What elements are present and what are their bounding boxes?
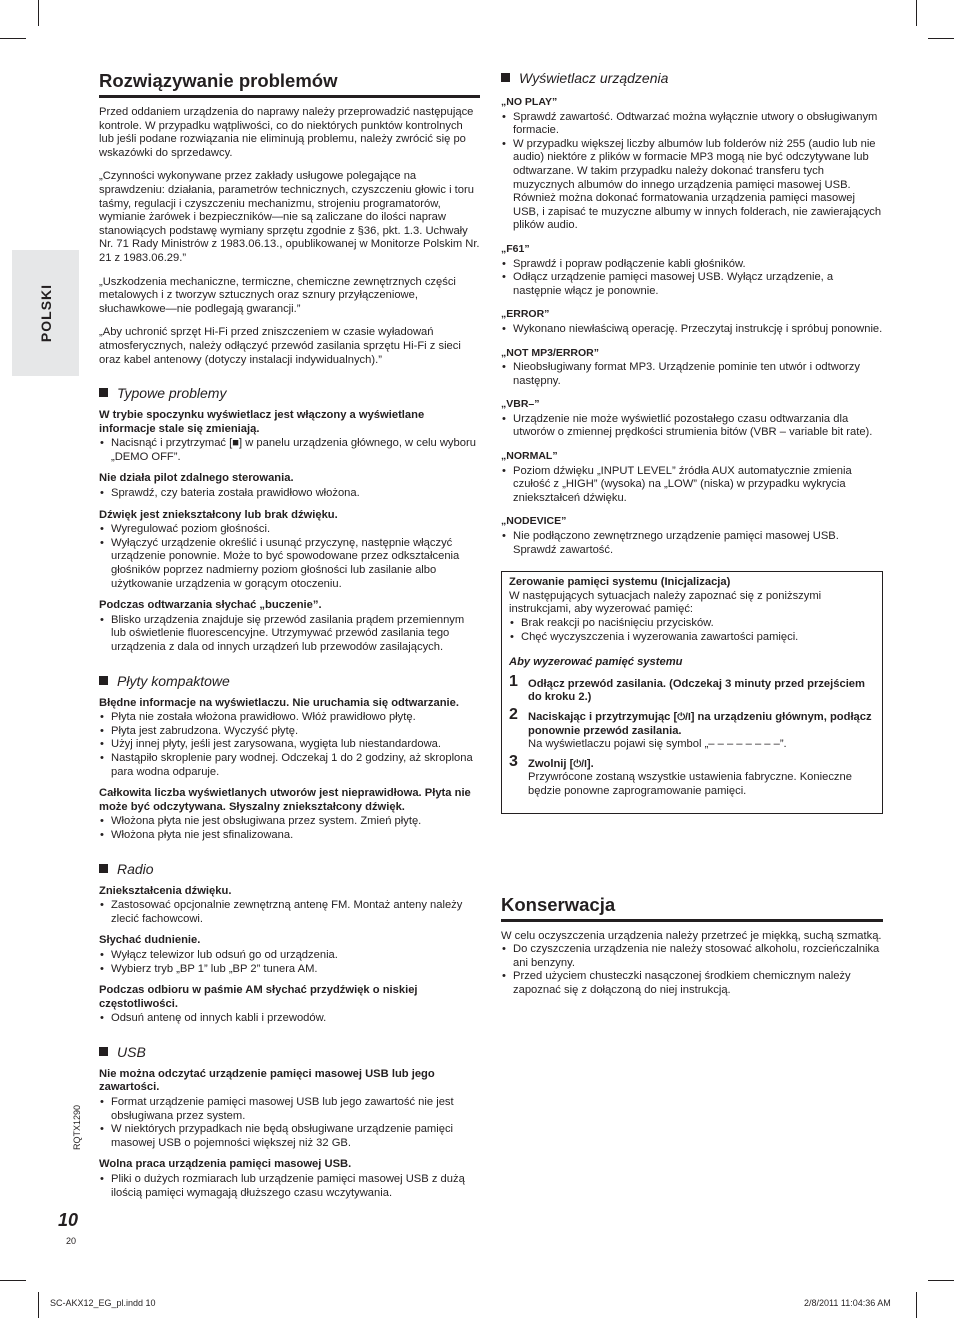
problem-answers [99, 523, 480, 591]
intro-paragraph: „Aby uchronić sprzęt Hi-Fi przed zniszczeniem w czasie wyładowań atmosferycznych, należy odłączyć przewód zasilania sprzętu Hi-Fi z sieci oraz kabel antenowy (dotyczy instalacji indywidualnych).” [99, 326, 461, 366]
display-message-answers [501, 111, 883, 233]
bullet-item: • Użyj innej płyty, jeśli jest zarysowana, wygięta lub niestandardowa. [99, 738, 480, 752]
reset-box-subtitle: Aby wyzerować pamięć systemu [509, 656, 683, 669]
display-message-answers [501, 323, 883, 337]
section-title [99, 861, 480, 877]
problem-question: Nie działa pilot zdalnego sterowania. [99, 472, 294, 485]
display-message-code: „ERROR” [501, 308, 550, 321]
step-instruction [528, 678, 874, 705]
bullet-item: • W przypadku większej liczby albumów lub folderów niż 255 (audio lub nie audio) niektóre z plików w formacie MP3 mogą nie być odczytywane lub odtwarzane. W takim przypadku należy dokonać transferu tych muzycznych albumów do innego urządzenia pamięci masowej USB. Również można dokonać formatowania urządzenia pamięci masowej USB, i zapisać te muzyczne albumy w innych folderach, nie zawierających plików audio. [501, 138, 883, 233]
display-message-answers [501, 465, 883, 506]
step-instruction [528, 758, 874, 772]
display-message-answers [501, 413, 883, 440]
bullet-item: • Wybierz tryb „BP 1” lub „BP 2” tunera AM. [99, 963, 480, 977]
display-message-code: „NODEVICE” [501, 515, 567, 528]
reset-memory-box [501, 571, 883, 813]
bullet-item: • Wykonano niewłaściwą operację. Przeczytaj instrukcję i spróbuj ponownie. [501, 323, 883, 337]
display-message-code: „NORMAL” [501, 450, 558, 463]
square-bullet-icon [99, 864, 108, 873]
step-bold-text: Odłącz przewód zasilania. (Odczekaj 3 minuty przed przejściem do kroku 2.) [528, 677, 865, 704]
reset-steps [509, 672, 874, 799]
bullet-item: • Wyregulować poziom głośności. [99, 523, 480, 537]
square-bullet-icon [99, 388, 108, 397]
problem-sections [99, 385, 480, 1200]
page-number-small: 20 [66, 1236, 77, 1246]
crop-mark [0, 38, 26, 39]
bullet-item: • Pliki o dużych rozmiarach lub urządzenie pamięci masowej USB z dużą ilością pamięci wymagają dłuższego czasu wczytywania. [99, 1173, 480, 1200]
bullet-item: • Blisko urządzenia znajduje się przewód zasilania prądem przemiennym lub oświetlenie fluorescencyjne. Utrzymywać przewód zasilania tego urządzenia z dala od innych urządzeń lub przewodów zasilających. [99, 614, 480, 655]
step-bold-text: Naciskając i przytrzymując [ [528, 710, 678, 723]
problem-answers [99, 949, 480, 976]
problem-question: Słychać dudnienie. [99, 934, 201, 947]
step-number: 3 [509, 752, 518, 770]
bullet-item: • Wyłącz telewizor lub odsuń go od urządzenia. [99, 949, 480, 963]
problem-answers [99, 899, 480, 926]
display-message-answers [501, 361, 883, 388]
bullet-item: • Brak reakcji po naciśnięciu przycisków. [509, 617, 874, 631]
section-title [99, 1044, 480, 1060]
bullet-item: • W niektórych przypadkach nie będą obsługiwane urządzenie pamięci masowej USB o pojemności większej niż 32 GB. [99, 1123, 480, 1150]
document-code: RQTX1290 [72, 1104, 82, 1150]
section-title [99, 385, 480, 401]
section-title [99, 673, 480, 689]
reset-box-title: Zerowanie pamięci systemu (Inicjalizacja) [509, 576, 731, 589]
troubleshooting-column [99, 70, 480, 1200]
problem-question: Podczas odtwarzania słychać „buczenie”. [99, 599, 322, 612]
step-number: 1 [509, 672, 518, 690]
crop-mark [38, 0, 39, 26]
problem-question: Nie można odczytać urządzenie pamięci masowej USB lub jego zawartości. [99, 1067, 435, 1094]
bullet-item: • Włożona płyta nie jest obsługiwana przez system. Zmień płytę. [99, 815, 480, 829]
problem-question: Błędne informacje na wyświetlaczu. Nie uruchamia się odtwarzanie. [99, 696, 459, 709]
bullet-item: • Sprawdź i popraw podłączenie kabli głośników. [501, 258, 883, 272]
bullet-item: • Wyłączyć urządzenie określić i usunąć przyczynę, następnie włączyć urządzenie ponownie. Może to być spowodowane przez odkształcenia głośników poprzez nadmierny poziom głośności lub zasilanie albo użytkowanie urządzenia w gorącym otoczeniu. [99, 537, 480, 591]
intro [99, 106, 480, 367]
bullet-item: • Włożona płyta nie jest sfinalizowana. [99, 829, 480, 843]
square-bullet-icon [99, 676, 108, 685]
step-instruction [528, 711, 874, 738]
intro-paragraph: Przed oddaniem urządzenia do naprawy należy przeprowadzić następujące kontrole. W przypadku wątpliwości, co do niektórych punktów kontrolnych lub jeśli podane rozwiązania nie eliminują problemu, należy zwrócić się po wskazówki do sprzedawcy. [99, 106, 474, 159]
display-message-answers [501, 530, 883, 557]
maintenance-text: W celu oczyszczenia urządzenia należy przetrzeć je miękką, suchą szmatką. [501, 929, 882, 942]
footer-date: 2/8/2011 11:04:36 AM [804, 1298, 891, 1308]
display-section-title: Wyświetlacz urządzenia [501, 70, 883, 86]
problem-question: Całkowita liczba wyświetlanych utworów jest nieprawidłowa. Płyta nie może być odczytywana. Słyszalny zniekształcony dźwięk. [99, 787, 471, 813]
section-title-text: Typowe problemy [117, 385, 227, 402]
right-column [501, 70, 883, 998]
step-bold-text: ]. [586, 757, 594, 770]
problem-answers [99, 815, 480, 842]
bullet-item: • Do czyszczenia urządzenia nie należy stosować alkoholu, rozcieńczalnika ani benzyny. [501, 943, 883, 970]
display-message-code: „VBR–” [501, 398, 540, 411]
crop-mark [928, 38, 954, 39]
bullet-item: • Sprawdź, czy bateria została prawidłowo włożona. [99, 487, 480, 501]
intro-paragraph: „Czynności wykonywane przez zakłady usługowe polegające na sprawdzeniu: działania, parametrów technicznych, czyszczeniu głowic i toru taśmy, regulacji i czyszczeniu mechanizmu, strojeniu programatorów, wymianie żarówek i bezpieczników—nie są zaliczane do ilości napraw stanowiących podstawę wymiany sprzętu zgodnie z §36, pkt. 1.3. Uchwały Nr. 71 Rady Ministrów z 1983.06.13., opublikowanej w Monitorze Polskim Nr. 21 z 1983.06.29.” [99, 170, 480, 264]
bullet-item: • Format urządzenie pamięci masowej USB lub jego zawartość nie jest obsługiwana przez system. [99, 1096, 480, 1123]
maintenance-title: Konserwacja [501, 894, 883, 922]
display-messages [501, 96, 883, 557]
problem-answers [99, 1096, 480, 1150]
bullet-item: • Odsuń antenę od innych kabli i przewodów. [99, 1012, 480, 1026]
bullet-item: • Poziom dźwięku „INPUT LEVEL” źródła AUX automatycznie zmienia czułość z „HIGH” (wysoka) na „LOW” (niska) w przypadku wykrycia zniekształceń dźwięku. [501, 465, 883, 506]
bullet-item: • Nacisnąć i przytrzymać [■] w panelu urządzenia głównego, w celu wyboru „DEMO OFF”. [99, 437, 480, 464]
language-label: POLSKI [37, 283, 54, 343]
problem-answers [99, 437, 480, 464]
problem-answers [99, 1173, 480, 1200]
bullet-item: • Chęć wyczyszczenia i wyzerowania zawartości pamięci. [509, 631, 874, 645]
problem-question: Zniekształcenia dźwięku. [99, 884, 232, 897]
reset-step [509, 752, 874, 799]
step-bold-text: ] na urządzeniu głównym, podłącz ponownie przewód zasilania. [528, 710, 872, 737]
bullet-item: • Przed użyciem chusteczki nasączonej środkiem chemicznym należy zapoznać się z dołączoną do niej instrukcją. [501, 970, 883, 997]
problem-question: Wolna praca urządzenia pamięci masowej USB. [99, 1158, 352, 1171]
problem-answers [99, 1012, 480, 1026]
crop-mark [0, 1280, 26, 1281]
reset-step [509, 672, 874, 705]
bullet-item: • Nie podłączono zewnętrznego urządzenie pamięci masowej USB. Sprawdź zawartość. [501, 530, 883, 557]
problem-answers [99, 614, 480, 655]
section-title-text: USB [117, 1043, 146, 1060]
step-text: Na wyświetlaczu pojawi się symbol „– – – – – – – –”. [528, 738, 787, 751]
step-text: Przywrócone zostaną wszystkie ustawienia fabryczne. Konieczne będzie ponowne zaprogramowanie pamięci. [528, 771, 852, 797]
language-tab [12, 250, 79, 376]
bullet-item: • Zastosować opcjonalnie zewnętrzną antenę FM. Montaż anteny należy zlecić fachowcowi. [99, 899, 480, 926]
display-message-code: „F61” [501, 242, 530, 255]
bullet-item: • Urządzenie nie może wyświetlić pozostałego czasu odtwarzania dla utworów o zmiennej prędkości strumienia bitów (VBR – variable bit rate). [501, 413, 883, 440]
reset-step [509, 705, 874, 752]
problem-question: Podczas odbioru w paśmie AM słychać przydźwięk o niskiej częstotliwości. [99, 984, 418, 1010]
display-message-answers [501, 258, 883, 299]
bullet-item: • Odłącz urządzenie pamięci masowej USB. Wyłącz urządzenie, a następnie włącz je ponownie. [501, 271, 883, 298]
bullet-item: • Nastąpiło skroplenie pary wodnej. Odczekaj 1 do 2 godziny, aż skroplona para wodna odparuje. [99, 752, 480, 779]
troubleshooting-title: Rozwiązywanie problemów [99, 70, 480, 98]
intro-paragraph: „Uszkodzenia mechaniczne, termiczne, chemiczne zewnętrznych części metalowych i z tworzyw sztucznych oraz sznury przyłączeniowe, słuchawkowe—nie podlegają gwarancji.” [99, 275, 456, 315]
crop-mark [916, 0, 917, 26]
power-standby-icon: ⏻/I [573, 758, 587, 770]
page-number: 10 [58, 1210, 79, 1230]
bullet-item: • Sprawdź zawartość. Odtwarzać można wyłącznie utwory o obsługiwanym formacie. [501, 111, 883, 138]
reset-box-text: W następujących sytuacjach należy zapoznać się z poniższymi instrukcjami, aby wyzerować pamięć: [509, 589, 822, 616]
step-bold-text: Zwolnij [ [528, 757, 574, 770]
square-bullet-icon [501, 73, 510, 82]
step-number: 2 [509, 705, 518, 723]
crop-mark [928, 1280, 954, 1281]
bullet-item: • Płyta jest zabrudzona. Wyczyść płytę. [99, 725, 480, 739]
power-standby-icon: ⏻/I [677, 711, 691, 723]
bullet-item: • Płyta nie została włożona prawidłowo. Włóż prawidłowo płytę. [99, 711, 480, 725]
problem-answers [99, 487, 480, 501]
square-bullet-icon [99, 1047, 108, 1056]
section-title-text: Płyty kompaktowe [117, 672, 230, 689]
crop-mark [916, 1292, 917, 1318]
footer-file: SC-AKX12_EG_pl.indd 10 [50, 1298, 156, 1308]
bullet-item: • Nieobsługiwany format MP3. Urządzenie pominie ten utwór i odtworzy następny. [501, 361, 883, 388]
crop-mark [38, 1292, 39, 1318]
problem-question: W trybie spoczynku wyświetlacz jest włączony a wyświetlane informacje stale się zmieniają. [99, 409, 425, 435]
display-message-code: „NOT MP3/ERROR” [501, 346, 600, 359]
reset-box-bullets [509, 617, 874, 644]
display-message-code: „NO PLAY” [501, 96, 558, 108]
maintenance-bullets [501, 943, 883, 997]
section-title-text: Radio [117, 860, 154, 877]
problem-answers [99, 711, 480, 779]
problem-question: Dźwięk jest zniekształcony lub brak dźwięku. [99, 508, 338, 521]
